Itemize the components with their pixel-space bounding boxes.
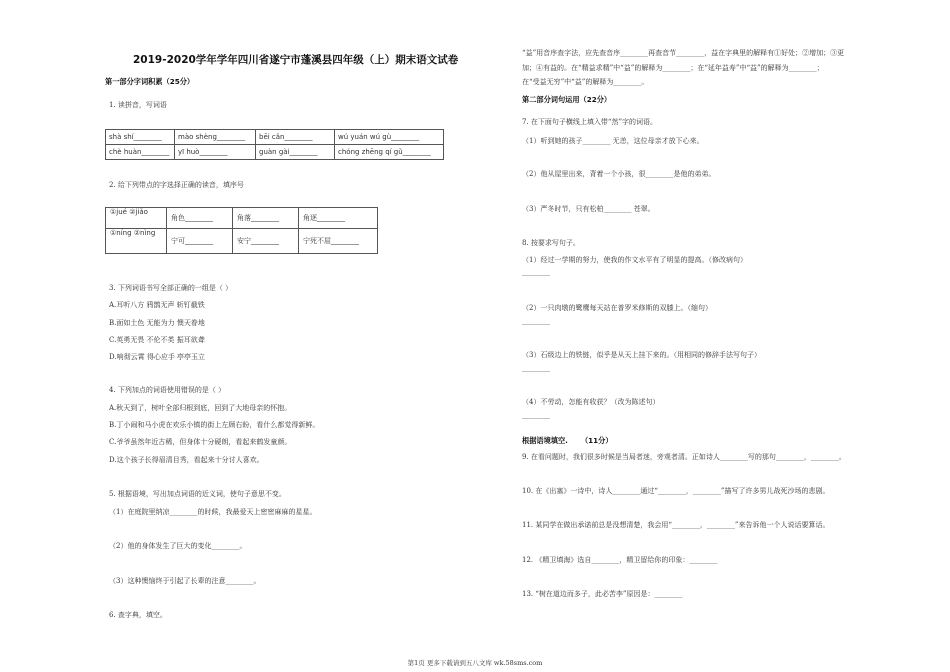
section-heading-3 [522,428,613,447]
option: A.耳听八方 鸦鹊无声 斩钉截铁 [109,301,205,309]
table-cell: 角落________ [233,208,299,229]
page-footer: 第1页 更多下载请到五八文库 wk.58sms.com [407,659,543,667]
table-row [106,229,378,254]
question-13: 13. “树在道边而多子，此必苦李”原因是：________ [522,590,683,598]
section-heading-3-label: 根据语境填空. [522,436,568,445]
table-cell: 角色________ [167,208,233,229]
table-cell: yī huò________ [175,145,256,160]
sub-question: （1）在庭院里纳凉________的时候，我最爱天上密密麻麻的星星。 [109,508,317,516]
option: D.响彻云霄 得心应手 亭亭玉立 [109,353,206,361]
table-cell: wú yuán wú gù________ [335,130,444,145]
table-cell: chóng zhēng qí gǔ________ [335,145,444,160]
option: A.秋天到了，树叶全部归根到底，回到了大地母亲的怀抱。 [109,404,292,412]
question-6: 6. 查字典，填空。 [109,611,167,619]
table-cell: ①níng ②nìng [106,229,167,254]
sub-question: （2）他从屋里出来，背着一个小孩，很________是他的弟弟。 [522,170,716,178]
option: B.面如土色 无能为力 懊天眷地 [109,319,205,327]
table-cell: ①jué ②jiǎo [106,208,167,229]
table-cell: guàn gài________ [256,145,335,160]
sub-question: （2）一只肉墩的鹭鹰每天站在普罗米修斯的双膝上。（缩句） [522,304,712,312]
page-title: 2019-2020学年学年四川省遂宁市蓬溪县四年级（上）期末语文试卷 [133,54,459,66]
answer-line: ________ [522,411,550,419]
question-3: 3. 下列词语书写全部正确的一组是（ ） [109,284,233,292]
question-2: 2. 给下列带点的字选择正确的读音，填序号 [109,181,244,189]
section-heading-1: 第一部分字词积累（25分） [105,77,195,86]
pronunciation-table [105,207,378,254]
question-9: 9. 在看问题时，我们很多时候是当局者迷，旁观者清。正如诗人________写的那句________，________。 [522,453,846,461]
question-10: 10. 在《出塞》一诗中，诗人________通过“________，________”描写了许多男儿战死沙场的悲剧。 [522,487,830,495]
table-row [106,208,378,229]
question-7: 7. 在下面句子横线上填入带“然”字的词语。 [522,118,658,126]
answer-line: ________ [522,317,550,325]
table-cell: 安宁________ [233,229,299,254]
option: D.这个孩子长得眉清目秀，看起来十分讨人喜欢。 [109,456,264,464]
pinyin-table [105,129,444,160]
option: C.英勇无畏 不伦不类 振耳欲聋 [109,336,205,344]
question-1: 1. 读拼音，写词语 [109,101,167,109]
table-cell: 角逐________ [299,208,378,229]
answer-line: ________ [522,364,550,372]
question-8: 8. 按要求写句子。 [522,239,580,247]
sub-question: （3）严冬时节，只有松柏________ 苍翠。 [522,205,655,213]
q6-continued-line: “益”用音序查字法，应先查音序________再查音节________，益在字典里的解释有①好处；②增加；③更 [522,49,845,57]
q6-continued-line: 加；④有益的。在“精益求精”中“益”的解释为________；在“延年益寿”中“益”的解释为________； [522,64,824,72]
option: C.爷爷虽然年近古稀，但身体十分硬朗，看起来鹤发童颜。 [109,438,292,446]
table-cell: 宁可________ [167,229,233,254]
table-cell: bēi cǎn________ [256,130,335,145]
table-row [106,145,444,160]
section-heading-3-score: （11分） [580,436,613,445]
answer-line: ________ [522,268,550,276]
table-cell: shà shí________ [106,130,175,145]
sub-question: （1）听到她的孩子________ 无恙，这位母亲才放下心来。 [522,137,704,145]
q6-continued-line: 在“受益无穷”中“益”的解释为________。 [522,78,649,86]
sub-question: （1）经过一学期的努力，使我的作文水平有了明显的提高。（修改病句） [522,256,747,264]
question-5: 5. 根据语境，写出加点词语的近义词，使句子意思不变。 [109,490,286,498]
question-12: 12. 《精卫填海》选自________，精卫留给你的印象：________ [522,556,718,564]
option: B.丁小闹和马小虎在欢乐小镇的街上左顾右盼，看什么都觉得新鲜。 [109,421,320,429]
question-4: 4. 下列加点的词语使用错误的是（ ） [109,386,226,394]
sub-question: （2）他的身体发生了巨大的变化________。 [109,542,247,550]
sub-question: （4）不劳动，怎能有收获？（改为陈述句） [522,398,660,406]
table-row [106,130,444,145]
sub-question: （3）石级边上的铁链，似乎是从天上挂下来的。（用相同的修辞手法写句子） [522,351,761,359]
section-heading-2: 第二部分词句运用（22分） [522,95,612,104]
table-cell: 宁死不屈________ [299,229,378,254]
table-cell: mào shèng________ [175,130,256,145]
table-cell: chè huàn________ [106,145,175,160]
sub-question: （3）这种懊恼终于引起了长辈的注意________。 [109,577,261,585]
question-11: 11. 某同学在做出承诺前总是没想清楚，我会用“________，________”来告诉他一个人说话要算话。 [522,521,830,529]
